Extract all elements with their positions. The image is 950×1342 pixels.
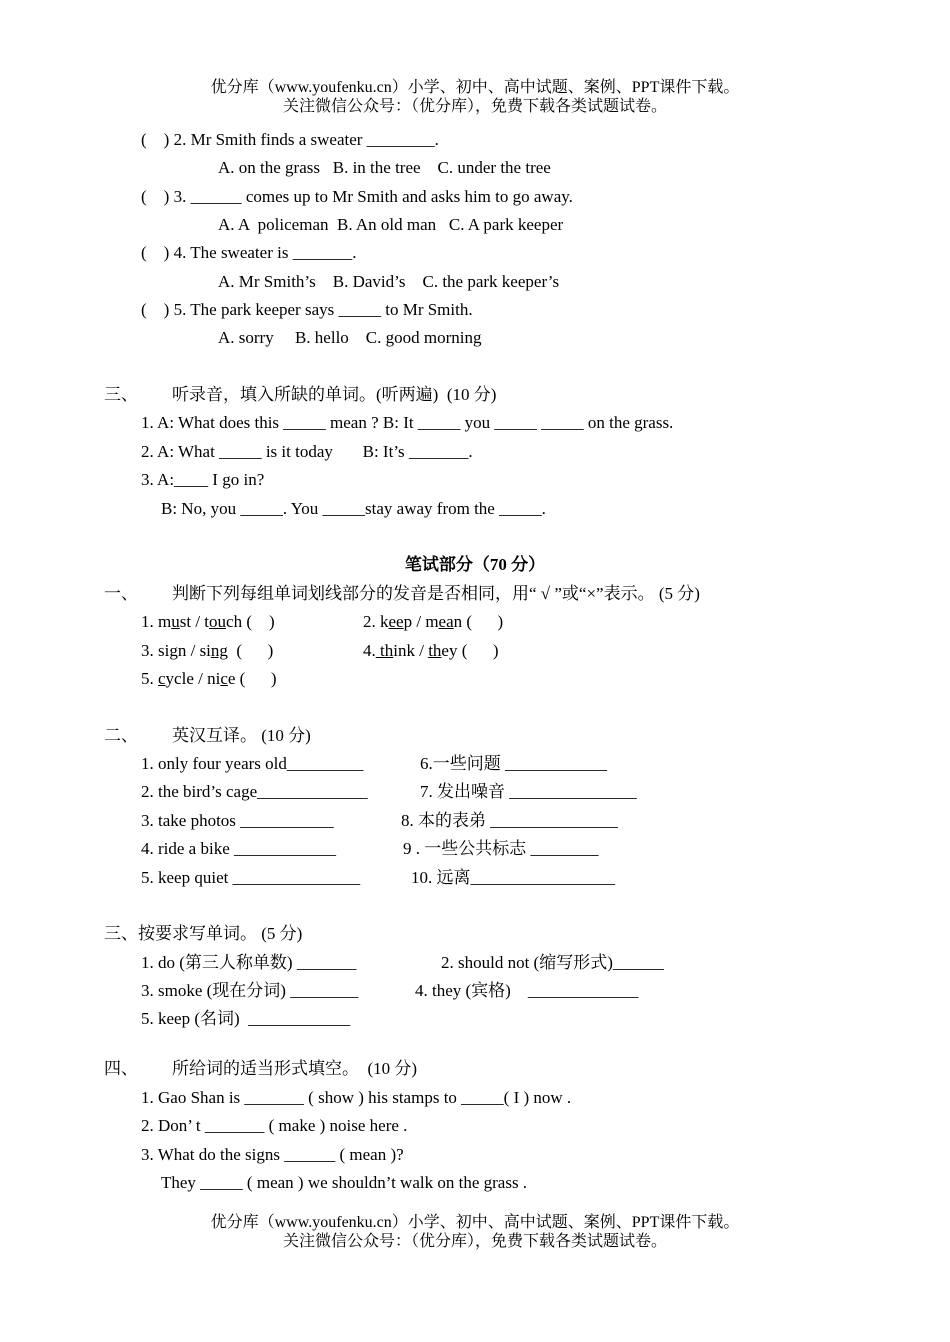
written-part-title: 笔试部分（70 分） [404,555,546,574]
fillform-q3-answer: They _____ ( mean ) we shouldn’t walk on the grass . [161,1173,528,1192]
wordform-q2: 2. should not (缩写形式)______ [441,953,664,972]
listen-choice-q5-options: A. sorry B. hello C. good morning [218,328,482,347]
translate-q4: 4. ride a bike ____________ [141,839,336,858]
pron-q1: 1. must / touch ( ) [141,612,275,631]
listen-choice-q4-options: A. Mr Smith’s B. David’s C. the park keeper’s [218,272,560,291]
wordform-q1: 1. do (第三人称单数) _______ [141,953,357,972]
wordform-q3: 3. smoke (现在分词) ________ [141,981,359,1000]
footer-line-1: 优分库（www.youfenku.cn）小学、初中、高中试题、案例、PPT课件下载。 [210,1214,740,1231]
wordform-section-title: 三、按要求写单词。 (5 分) [104,924,303,943]
fillform-section-title: 四、 所给词的适当形式填空。 (10 分) [104,1059,418,1078]
translate-q9: 9 . 一些公共标志 ________ [403,839,599,858]
listen-choice-q3-options: A. A policeman B. An old man C. A park keeper [218,215,564,234]
fillform-q2: 2. Don’ t _______ ( make ) noise here . [141,1116,408,1135]
listen-choice-q4: ( ) 4. The sweater is _______. [141,243,357,262]
pron-section-title: 一、 判断下列每组单词划线部分的发音是否相同，用“ √ ”或“×”表示。 (5 分) [104,584,700,603]
listen-choice-q5: ( ) 5. The park keeper says _____ to Mr Smith. [141,300,473,319]
listen-choice-q2-options: A. on the grass B. in the tree C. under the tree [218,158,551,177]
listen-fill-q1: 1. A: What does this _____ mean ? B: It _____ you _____ _____ on the grass. [141,413,674,432]
listen-fill-title: 三、 听录音，填入所缺的单词。(听两遍) (10 分) [104,385,497,404]
listen-choice-q3: ( ) 3. ______ comes up to Mr Smith and asks him to go away. [141,187,573,206]
translate-q6: 6.一些问题 ____________ [420,754,607,773]
pron-q2: 2. keep / mean ( ) [363,612,504,631]
listen-fill-q2: 2. A: What _____ is it today B: It’s _______. [141,442,473,461]
listen-fill-q3a: 3. A:____ I go in? [141,470,265,489]
translate-q10: 10. 远离_________________ [411,868,615,887]
translate-q7: 7. 发出噪音 _______________ [420,782,637,801]
translate-section-title: 二、 英汉互译。 (10 分) [104,726,311,745]
translate-q5: 5. keep quiet _______________ [141,868,361,887]
pron-q4: 4. think / they ( ) [363,641,499,660]
pron-q5: 5. cycle / nice ( ) [141,669,277,688]
header-line-1: 优分库（www.youfenku.cn）小学、初中、高中试题、案例、PPT课件下载。 [210,79,740,96]
translate-q3: 3. take photos ___________ [141,811,334,830]
translate-q2: 2. the bird’s cage_____________ [141,782,368,801]
listen-choice-q2: ( ) 2. Mr Smith finds a sweater ________. [141,130,439,149]
footer-line-2: 关注微信公众号：（优分库），免费下载各类试题试卷。 [282,1233,667,1250]
translate-q1: 1. only four years old_________ [141,754,364,773]
pron-q3: 3. sign / sing ( ) [141,641,274,660]
translate-q8: 8. 本的表弟 _______________ [401,811,618,830]
fillform-q3: 3. What do the signs ______ ( mean )? [141,1145,404,1164]
listen-fill-q3b: B: No, you _____. You _____stay away from the _____. [161,499,546,518]
fillform-q1: 1. Gao Shan is _______ ( show ) his stamps to _____( I ) now . [141,1088,572,1107]
wordform-q4: 4. they (宾格) _____________ [415,981,639,1000]
wordform-q5: 5. keep (名词) ____________ [141,1009,351,1028]
header-line-2: 关注微信公众号：（优分库），免费下载各类试题试卷。 [282,98,667,115]
